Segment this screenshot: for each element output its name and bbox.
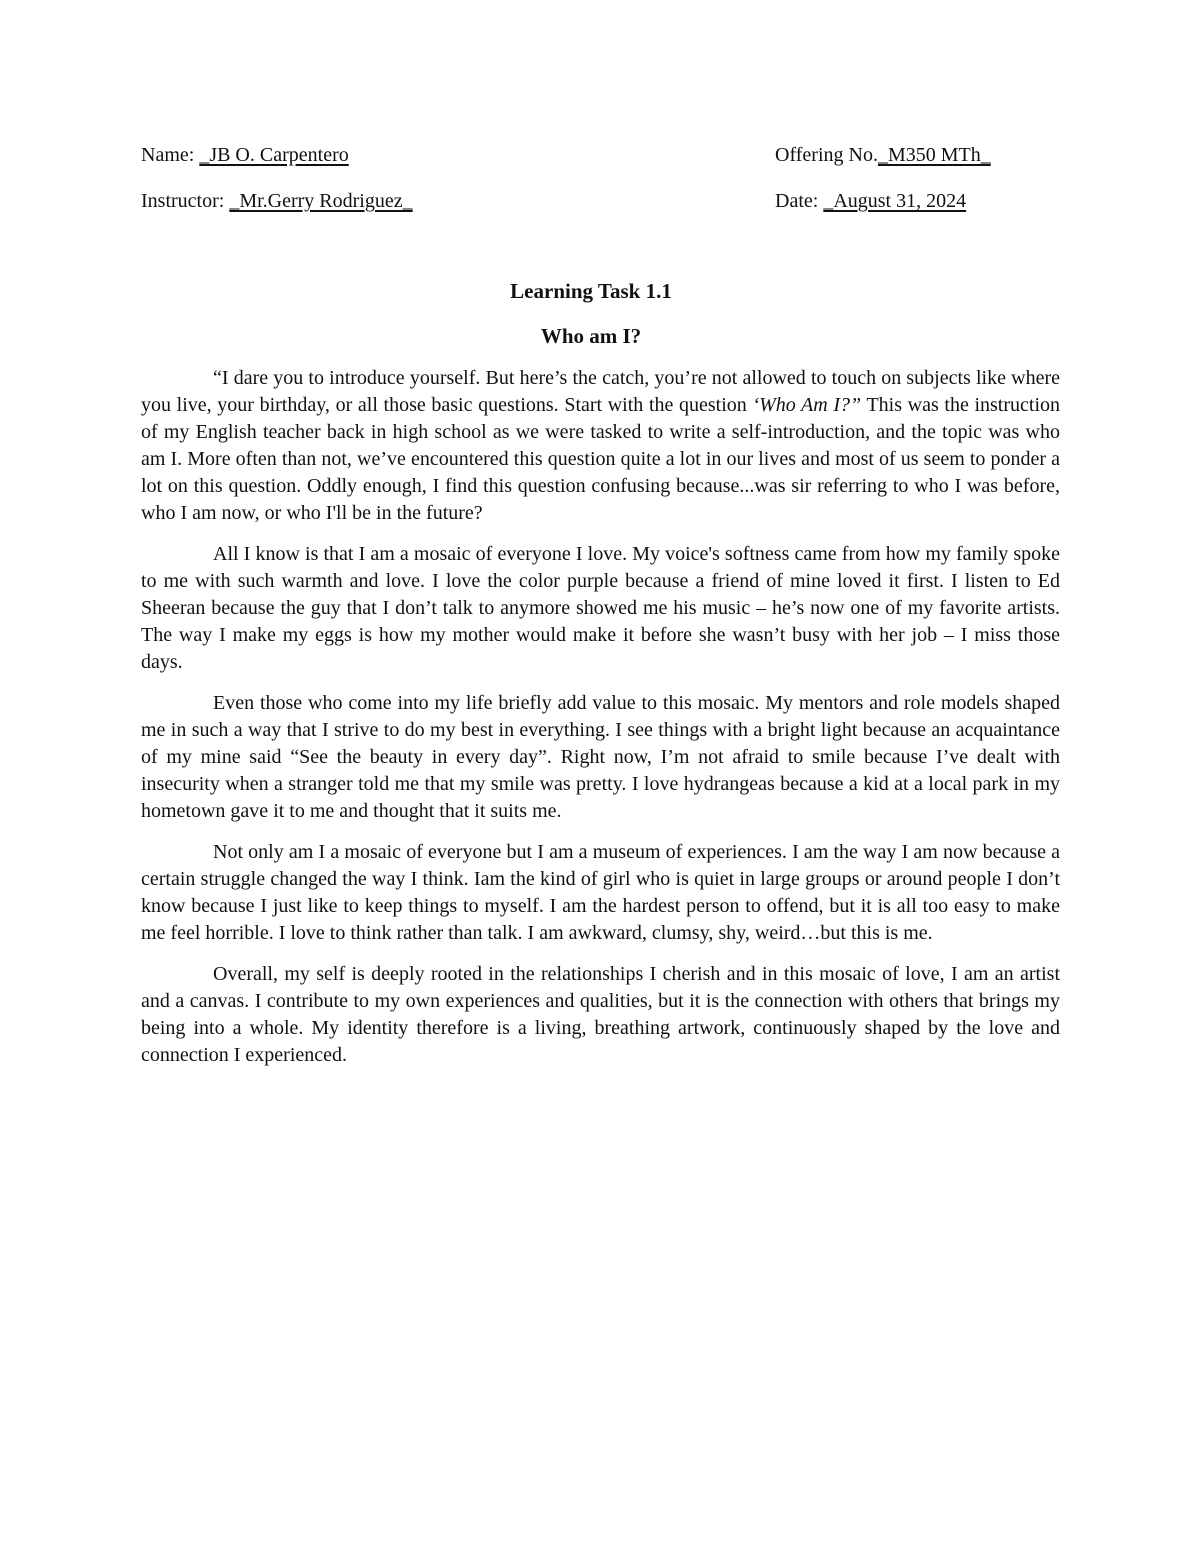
date-value: _August 31, 2024 xyxy=(823,190,967,212)
paragraph-4: Not only am I a mosaic of everyone but I am a museum of experiences. I am the way I am now because a certain struggle changed the way I think. Iam the kind of girl who is quiet in large groups or around people I don’t know because I just like to keep things to myself. I am the hardest person to offend, but it is all too easy to make me feel horrible. I love to think rather than talk. I am awkward, clumsy, shy, weird…but this is me. xyxy=(141,841,1060,944)
offering-field xyxy=(775,143,991,167)
name-field xyxy=(141,143,349,167)
paragraph-3: Even those who come into my life briefly add value to this mosaic. My mentors and role models shaped me in such a way that I strive to do my best in everything. I see things with a bright light because an acquaintance of my mine said “See the beauty in every day”. Right now, I’m not afraid to smile because I’ve dealt with insecurity when a stranger told me that my smile was pretty. I love hydrangeas because a kid at a local park in my hometown gave it to me and thought that it suits me. xyxy=(141,692,1060,822)
offering-value: _M350 MTh_ xyxy=(877,144,991,166)
paragraph-1-italic-question: ‘Who Am I?” xyxy=(752,394,862,416)
paragraph-5: Overall, my self is deeply rooted in the relationships I cherish and in this mosaic of love, I am an artist and a canvas. I contribute to my own experiences and qualities, but it is the connection with others that brings my being into a whole. My identity therefore is a living, breathing artwork, continuously shaped by the love and connection I experienced. xyxy=(141,963,1060,1066)
name-label: Name: xyxy=(141,144,200,166)
paragraph-1 xyxy=(141,365,1060,527)
date-label: Date: xyxy=(775,190,824,212)
document-title: Learning Task 1.1 xyxy=(510,279,672,303)
name-value: _JB O. Carpentero xyxy=(199,144,349,166)
document-subtitle: Who am I? xyxy=(540,324,642,348)
paragraph-1-part-a: “I dare you to introduce yourself. But here’s the catch, you’re not allowed to touch on subjects like where you live, your birthday, or all those basic questions. Start with the question xyxy=(141,367,1060,416)
date-field xyxy=(775,189,966,213)
instructor-field xyxy=(141,189,413,213)
instructor-value: _Mr.Gerry Rodriguez_ xyxy=(229,190,413,212)
essay-body xyxy=(141,365,1060,1083)
paragraph-2: All I know is that I am a mosaic of everyone I love. My voice's softness came from how my family spoke to me with such warmth and love. I love the color purple because a friend of mine loved it first. I listen to Ed Sheeran because the guy that I don’t talk to anymore showed me his music – he’s now one of my favorite artists. The way I make my eggs is how my mother would make it before she wasn’t busy with her job – I miss those days. xyxy=(141,543,1060,673)
instructor-label: Instructor: xyxy=(141,190,230,212)
paragraph-1-part-b: This was the instruction of my English teacher back in high school as we were tasked to write a self-introduction, and the topic was who am I. More often than not, we’ve encountered this question quite a lot in our lives and most of us seem to ponder a lot on this question. Oddly enough, I find this question confusing because...was sir referring to who I was before, who I am now, or who I'll be in the future? xyxy=(141,394,1061,524)
offering-label: Offering No. xyxy=(775,144,878,166)
